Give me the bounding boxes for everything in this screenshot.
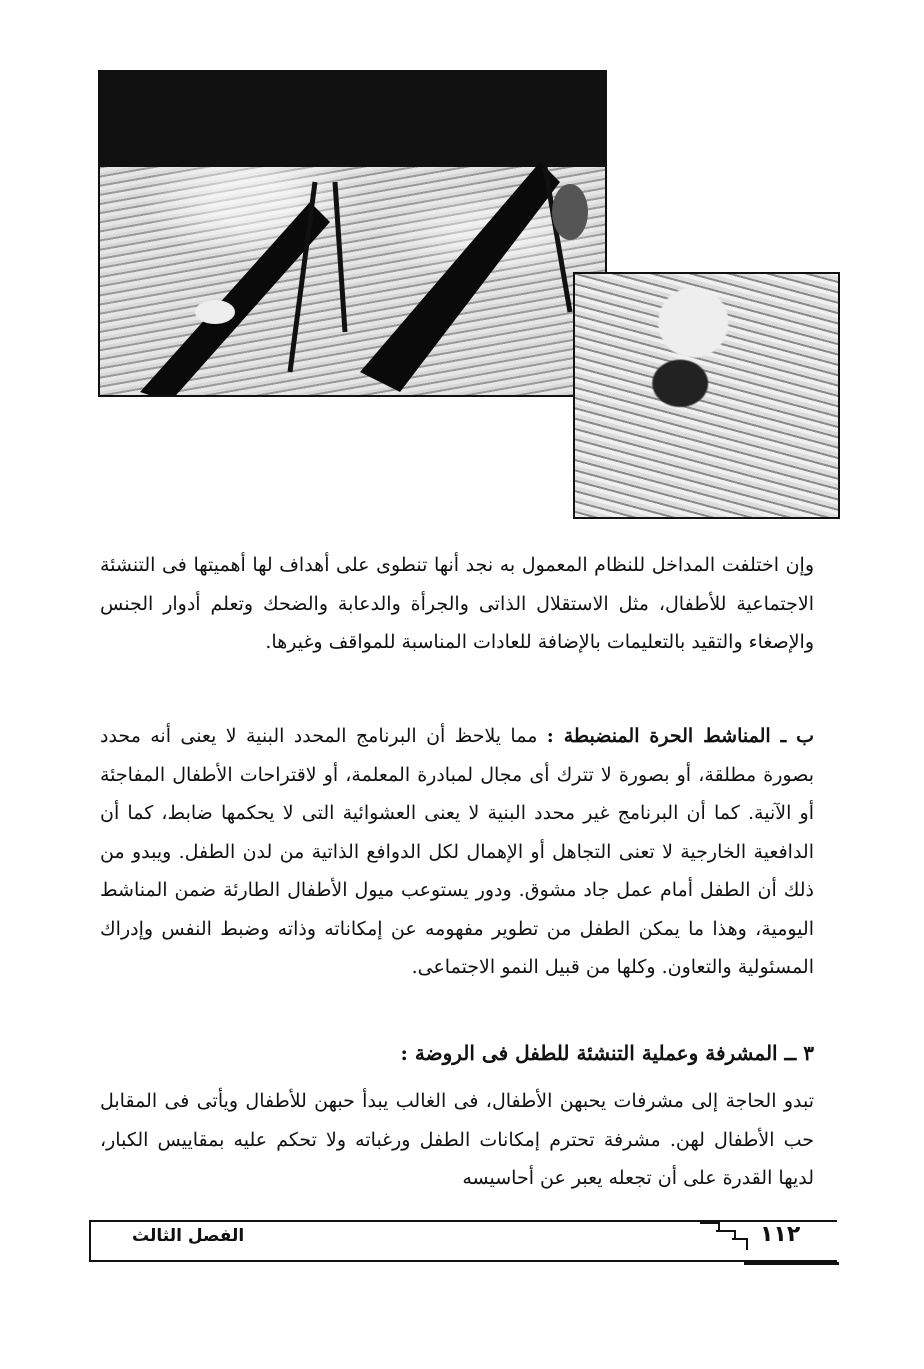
playground-photo	[98, 70, 607, 397]
section-heading: ٣ ــ المشرفة وعملية التنشئة للطفل فى الروضة :	[400, 1041, 814, 1065]
footer-step-3	[732, 1238, 748, 1250]
footer-underline	[744, 1262, 839, 1265]
paragraph-2	[100, 717, 814, 987]
paragraph-2-body: مما يلاحظ أن البرنامج المحدد البنية لا يعنى أنه محدد بصورة مطلقة، أو بصورة لا تترك أى مجال لمبادرة المعلمة، أو لاقتراحات الأطفال المفاجئة أو الآنية. كما أن البرنامج غير محدد البنية لا يعنى العشوائية التى لا يحكمها ضابط، كما أن الدافعية الخارجية لا تعنى التجاهل أو الإهمال لكل الدوافع الذاتية من لدن الطفل. ويبدو من ذلك أن الطفل أمام عمل جاد مشوق. ودور يستوعب ميول الأطفال الطارئة ضمن المناشط اليومية، وهذا ما يمكن الطفل من تطوير مفهومه عن إمكاناته وذاته وضبط النفس وإدراك المسئولية والتعاون. وكلها من قبيل النمو الاجتماعى.	[100, 725, 814, 978]
paragraph-1	[100, 546, 814, 662]
paragraph-3	[100, 1082, 814, 1198]
slides-drawing	[100, 72, 607, 397]
paragraph-2-text	[100, 717, 814, 987]
paragraph-3-text: تبدو الحاجة إلى مشرفات يحبهن الأطفال، فى الغالب يبدأ حبهن للأطفال ويأتى فى المقابل حب الأطفال لهن. مشرفة تحترم إمكانات الطفل ورغباته ولا تحكم عليه بمقاييس الكبار، لديها القدرة على أن تجعله يعبر عن أحاسيسه	[100, 1090, 814, 1189]
paragraph-1-text: وإن اختلفت المداخل للنظام المعمول به نجد أنها تنطوى على أهداف لها أهميتها فى التنشئة الاجتماعية للأطفال، مثل الاستقلال الذاتى والجرأة والدعابة والضحك وتعلم أدوار الجنس والإصغاء والتقيد بالتعليمات بالإضافة للعادات المناسبة للمواقف وغيرها.	[100, 554, 814, 653]
chapter-label: الفصل الثالث	[132, 1226, 245, 1246]
children-inset-photo	[573, 272, 840, 519]
paragraph-2-lead: ب ـ المناشط الحرة المنضبطة :	[546, 725, 815, 747]
page-number: ١١٢	[760, 1222, 801, 1247]
